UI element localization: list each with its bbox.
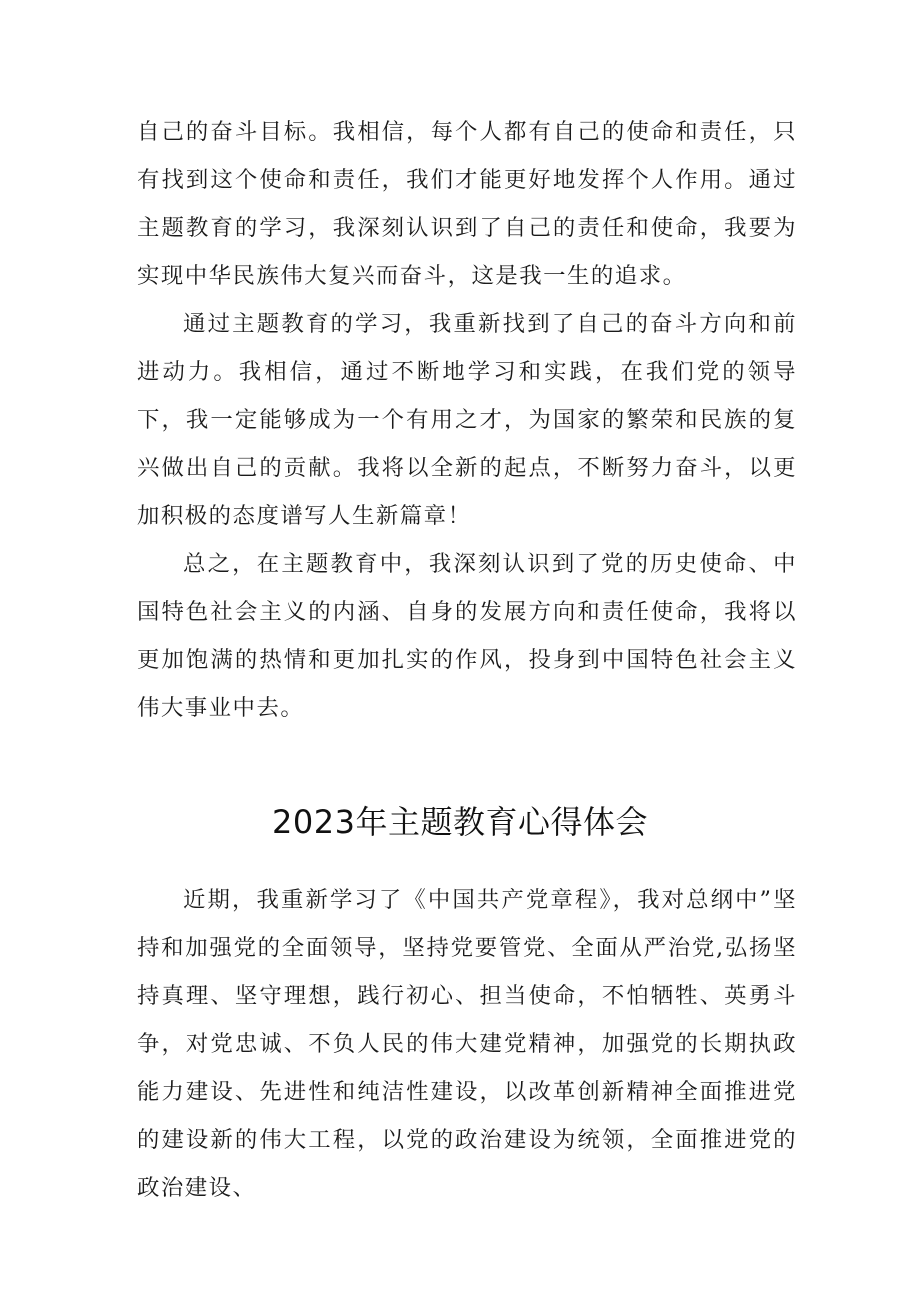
paragraph: 总之，在主题教育中，我深刻认识到了党的历史使命、中国特色社会主义的内涵、自身的发展方向和责任使命，我将以更加饱满的热情和更加扎实的作风，投身到中国特色社会主义伟大事业中去。 (137, 551, 797, 721)
paragraph-continuation: 自己的奋斗目标。我相信，每个人都有自己的使命和责任，只有找到这个使命和责任，我们才能更好地发挥个人作用。通过主题教育的学习，我深刻认识到了自己的责任和使命，我要为实现中华民族伟大复兴而奋斗，这是我一生的追求。 (137, 119, 797, 289)
paragraph: 近期，我重新学习了《中国共产党章程》，我对总纲中”坚持和加强党的全面领导，坚持党要管党、全面从严治党,弘扬坚持真理、坚守理想，践行初心、担当使命，不怕牺牲、英勇斗争，对党忠诚、不负人民的伟大建党精神，加强党的长期执政能力建设、先进性和纯洁性建设，以改革创新精神全面推进党的建设新的伟大工程，以党的政治建设为统领，全面推进党的政治建设、 (137, 887, 797, 1201)
paragraph: 通过主题教育的学习，我重新找到了自己的奋斗方向和前进动力。我相信，通过不断地学习和实践，在我们党的领导下，我一定能够成为一个有用之才，为国家的繁荣和民族的复兴做出自己的贡献。我将以全新的起点，不断努力奋斗，以更加积极的态度谱写人生新篇章！ (137, 311, 797, 529)
section-title: 2023年主题教育心得体会 (272, 803, 648, 841)
text-block-bottom (137, 876, 797, 1212)
text-block-top (137, 108, 797, 732)
